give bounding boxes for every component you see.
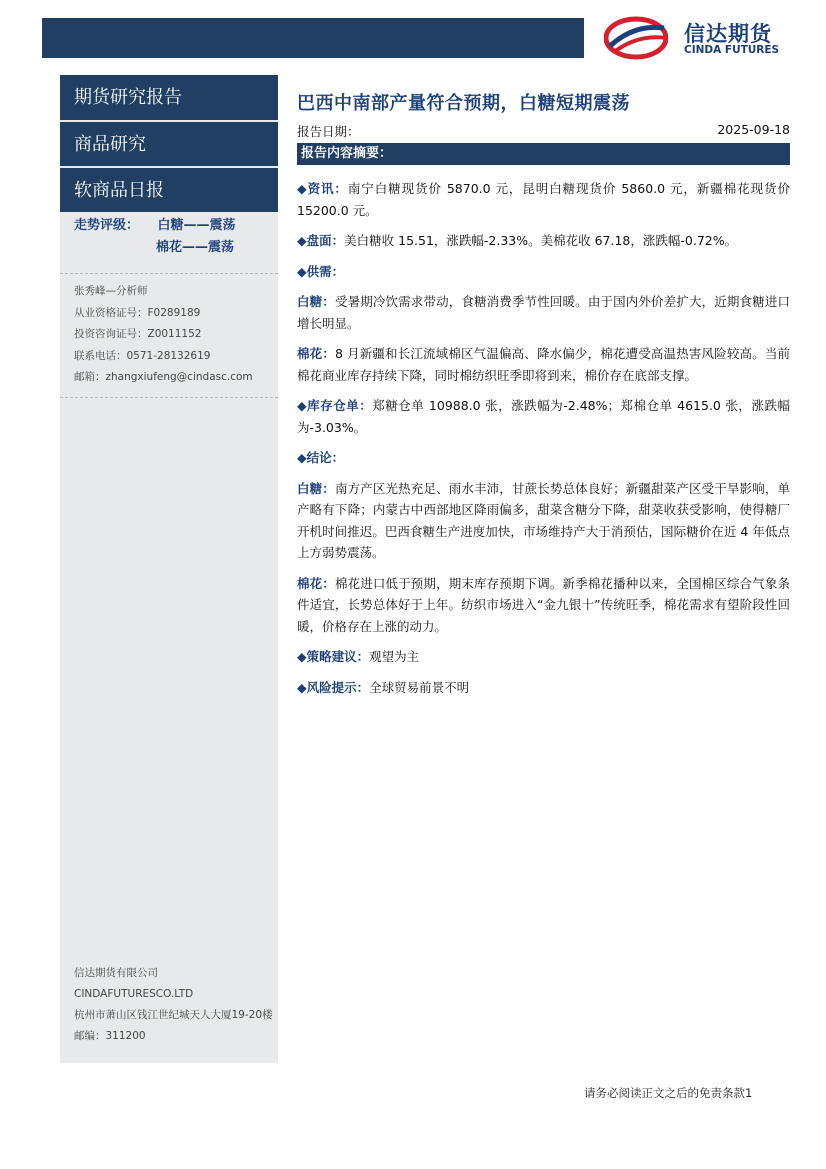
analyst-info	[74, 281, 253, 389]
analyst-invest-cert: 投资咨询证号：Z0011152	[74, 328, 202, 340]
sidebar-header-category: 商品研究	[60, 121, 278, 167]
logo-text-en: CINDA FUTURES	[684, 44, 780, 56]
rating-label: 走势评级：	[74, 218, 140, 233]
main-content	[297, 75, 790, 695]
cotton-supply-paragraph	[297, 343, 790, 386]
section-text: 8 月新疆和长江流域棉区气温偏高、降水偏少，棉花遭受高温热害风险较高。当前棉花商业库存持续下降，同时棉纺织旺季即将到来，棉价存在底部支撑。	[297, 346, 790, 383]
sugar-supply-paragraph	[297, 291, 790, 334]
inventory-paragraph	[297, 395, 790, 438]
company-address: 杭州市萧山区钱江世纪城天人大厦19-20楼	[74, 1009, 273, 1021]
section-heading: 白糖：	[297, 480, 335, 496]
report-date-label: 报告日期：	[297, 124, 360, 139]
info-paragraph	[297, 178, 790, 221]
diamond-bullet-icon: ◆	[297, 649, 307, 664]
sugar-conclusion-paragraph	[297, 478, 790, 564]
summary-header: 报告内容摘要：	[297, 143, 790, 165]
sidebar-header-report-type: 期货研究报告	[60, 75, 278, 121]
trend-rating	[74, 215, 236, 259]
diamond-bullet-icon: ◆	[297, 181, 308, 196]
section-heading: 库存仓单：	[307, 398, 373, 413]
company-name-cn: 信达期货有限公司	[74, 967, 158, 979]
analyst-qualification: 从业资格证号：F0289189	[74, 306, 201, 319]
analyst-phone: 联系电话：0571-28132619	[74, 349, 211, 362]
divider	[60, 273, 278, 274]
section-heading: 风险提示：	[306, 679, 370, 695]
diamond-bullet-icon: ◆	[297, 398, 308, 413]
market-paragraph	[297, 230, 790, 252]
sidebar	[60, 75, 278, 1063]
top-banner	[42, 18, 584, 58]
analyst-name: 张秀峰—分析师	[74, 285, 148, 297]
strategy-paragraph	[297, 646, 790, 668]
section-heading: 盘面：	[306, 233, 345, 248]
divider	[60, 397, 278, 398]
company-info	[74, 963, 273, 1047]
section-heading: 结论：	[306, 450, 345, 465]
sidebar-header-subcategory: 软商品日报	[60, 167, 278, 213]
diamond-bullet-icon: ◆	[297, 450, 307, 465]
company-name-en: CINDAFUTURESCO.LTD	[74, 988, 194, 1000]
logo	[604, 16, 790, 60]
section-heading: 供需：	[306, 263, 345, 279]
supply-heading	[297, 261, 790, 283]
report-body	[297, 178, 790, 707]
report-title: 巴西中南部产量符合预期，白糖短期震荡	[297, 93, 630, 114]
section-heading: 白糖：	[297, 294, 335, 309]
section-heading: 策略建议：	[306, 649, 370, 664]
analyst-email[interactable]: 邮箱：zhangxiufeng@cindasc.com	[74, 371, 253, 383]
section-text: 郑糖仓单 10988.0 张，涨跌幅为-2.48%；郑棉仓单 4615.0 张，涨跌幅为-3.03%。	[297, 398, 790, 435]
report-date-row	[297, 122, 790, 140]
diamond-bullet-icon: ◆	[297, 263, 307, 279]
section-text: 全球贸易前景不明	[369, 679, 470, 695]
company-postcode: 邮编：311200	[74, 1030, 146, 1042]
diamond-bullet-icon: ◆	[297, 233, 307, 248]
cinda-logo-icon	[604, 16, 668, 60]
section-heading: 棉花：	[297, 346, 335, 361]
logo-text-cn: 信达期货	[684, 22, 772, 46]
section-text: 美白糖收 15.51，涨跌幅-2.33%。美棉花收 67.18，涨跌幅-0.72%。	[344, 233, 738, 248]
section-text: 观望为主	[369, 649, 420, 664]
diamond-bullet-icon: ◆	[297, 679, 307, 695]
risk-paragraph	[297, 677, 790, 699]
conclusion-heading	[297, 447, 790, 469]
section-text: 受暑期冷饮需求带动，食糖消费季节性回暖。由于国内外价差扩大，近期食糖进口增长明显。	[297, 294, 790, 331]
section-text: 棉花进口低于预期，期末库存预期下调。新季棉花播种以来，全国棉区综合气象条件适宜，长势总体好于上年。纺织市场进入“金九银十”传统旺季，棉花需求有望阶段性回暖，价格存在上涨的动力。	[297, 575, 790, 634]
section-heading: 资讯：	[307, 181, 348, 196]
rating-sugar: 白糖——震荡	[157, 218, 236, 233]
cotton-conclusion-paragraph	[297, 573, 790, 638]
section-heading: 棉花：	[297, 575, 335, 591]
footer-disclaimer: 请务必阅读正文之后的免责条款1	[584, 1086, 753, 1100]
rating-cotton: 棉花——震荡	[156, 240, 235, 255]
section-text: 南方产区光热充足、雨水丰沛，甘蔗长势总体良好；新疆甜菜产区受干旱影响，单产略有下降；内蒙古中西部地区降雨偏多，甜菜含糖分下降，甜菜收获受影响，使得糖厂开机时间推迟。巴西食糖生产进度加快，市场维持产大于消预估，国际糖价在近 4 年低点上方弱势震荡。	[297, 480, 790, 560]
section-text: 南宁白糖现货价 5870.0 元，昆明白糖现货价 5860.0 元，新疆棉花现货价 15200.0 元。	[297, 181, 790, 218]
report-date: 2025-09-18	[717, 122, 790, 137]
